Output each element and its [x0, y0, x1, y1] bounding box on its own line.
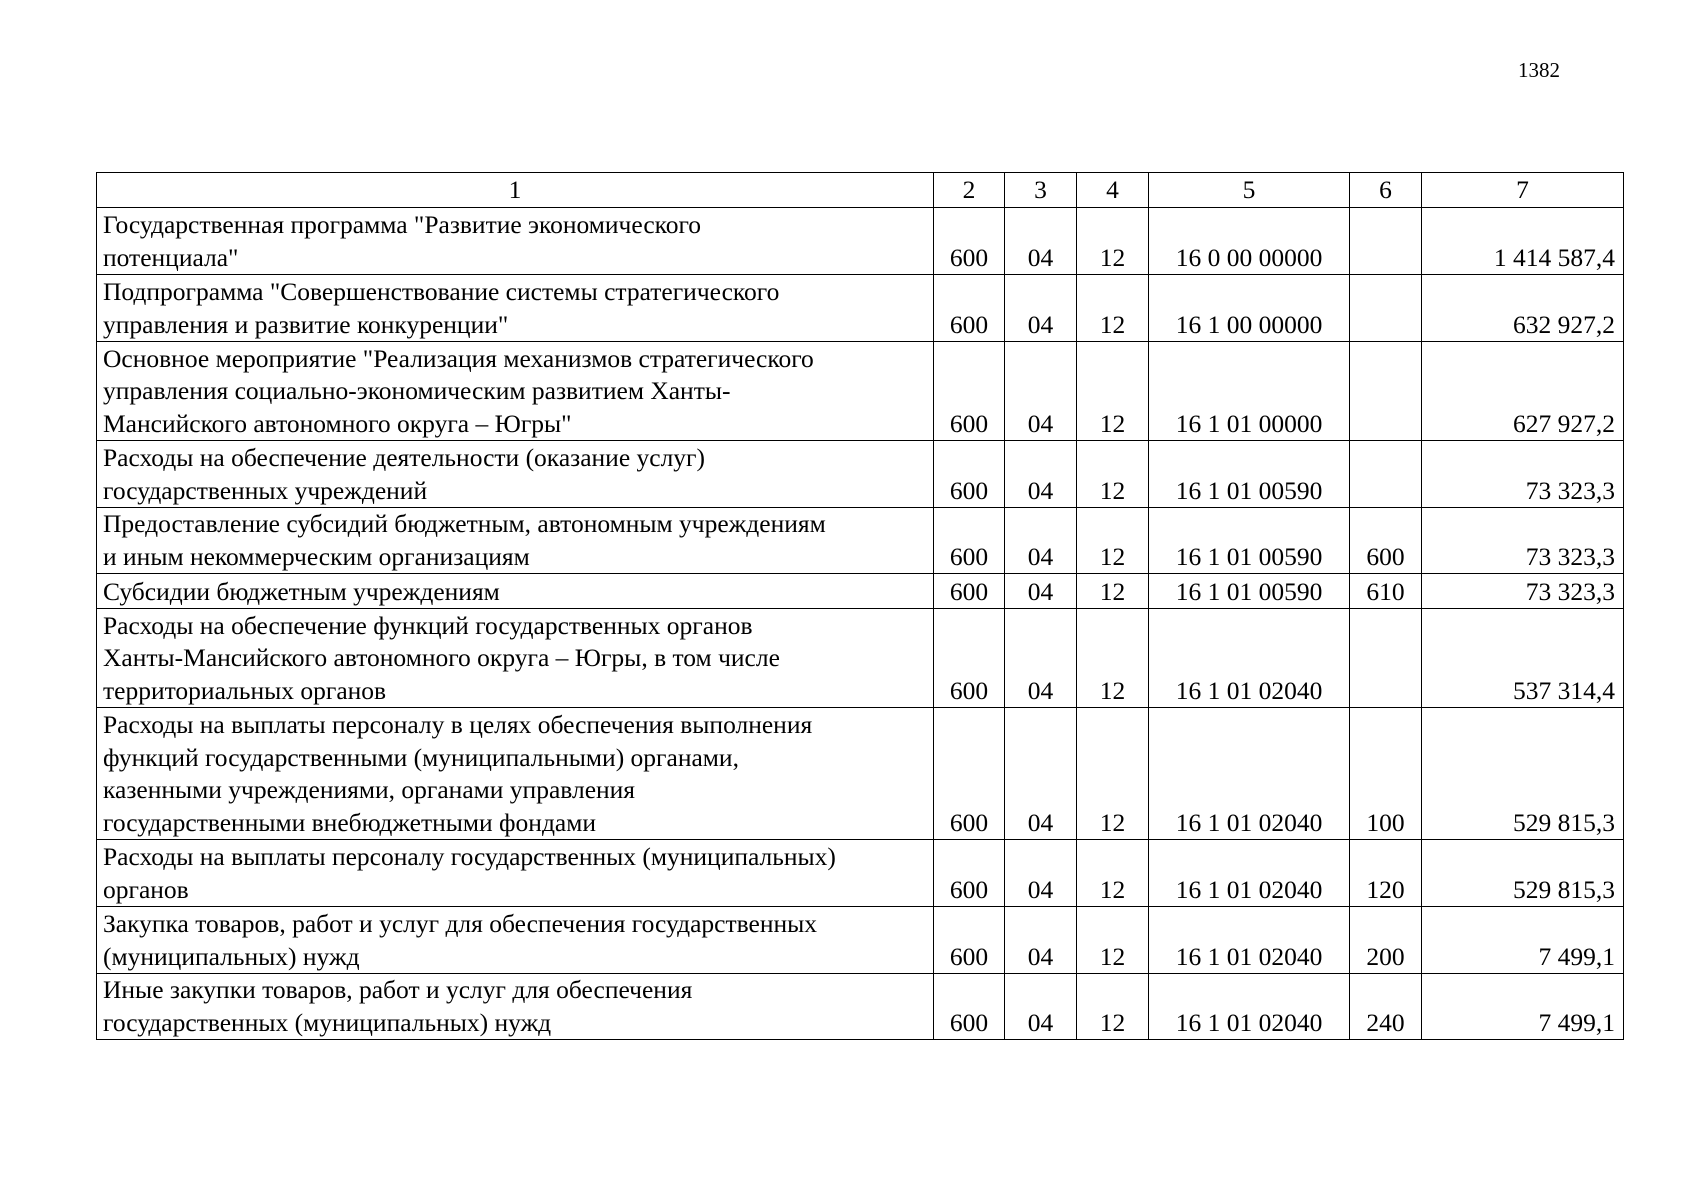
- table-row: [97, 708, 1624, 840]
- code-admin: 600: [934, 840, 1005, 907]
- code-admin: 600: [934, 342, 1005, 441]
- code-target: 16 1 01 00000: [1149, 342, 1350, 441]
- code-target: 16 1 01 02040: [1149, 974, 1350, 1040]
- code-section: 04: [1005, 208, 1077, 275]
- code-expense-type: [1350, 609, 1422, 708]
- code-subsection: 12: [1077, 907, 1149, 974]
- amount: 632 927,2: [1422, 275, 1624, 342]
- code-target: 16 1 01 02040: [1149, 609, 1350, 708]
- header-cell: 2: [934, 173, 1005, 208]
- amount: 529 815,3: [1422, 840, 1624, 907]
- amount: 73 323,3: [1422, 441, 1624, 508]
- amount: 627 927,2: [1422, 342, 1624, 441]
- row-name: Подпрограмма "Совершенствование системы стратегического управления и развитие конкуренции": [97, 275, 934, 342]
- header-cell: 7: [1422, 173, 1624, 208]
- code-subsection: 12: [1077, 342, 1149, 441]
- row-name: Иные закупки товаров, работ и услуг для обеспечения государственных (муниципальных) нужд: [97, 974, 934, 1040]
- table-row: [97, 574, 1624, 609]
- code-section: 04: [1005, 907, 1077, 974]
- code-admin: 600: [934, 441, 1005, 508]
- row-name: Предоставление субсидий бюджетным, автономным учреждениям и иным некоммерческим организациям: [97, 508, 934, 574]
- code-expense-type: 600: [1350, 508, 1422, 574]
- code-section: 04: [1005, 974, 1077, 1040]
- row-name: Расходы на обеспечение деятельности (оказание услуг) государственных учреждений: [97, 441, 934, 508]
- code-subsection: 12: [1077, 708, 1149, 840]
- code-target: 16 0 00 00000: [1149, 208, 1350, 275]
- header-cell: 6: [1350, 173, 1422, 208]
- code-target: 16 1 01 00590: [1149, 508, 1350, 574]
- amount: 73 323,3: [1422, 574, 1624, 609]
- code-subsection: 12: [1077, 609, 1149, 708]
- code-target: 16 1 01 02040: [1149, 907, 1350, 974]
- budget-table: [96, 172, 1624, 1040]
- code-expense-type: [1350, 208, 1422, 275]
- table-header-row: [97, 173, 1624, 208]
- row-name: Государственная программа "Развитие экономического потенциала": [97, 208, 934, 275]
- code-expense-type: [1350, 275, 1422, 342]
- row-name: Основное мероприятие "Реализация механизмов стратегического управления социально-экономическим развитием Ханты- Мансийского автономного округа – Югры": [97, 342, 934, 441]
- code-section: 04: [1005, 275, 1077, 342]
- table-row: [97, 208, 1624, 275]
- code-subsection: 12: [1077, 508, 1149, 574]
- row-name: Расходы на выплаты персоналу в целях обеспечения выполнения функций государственными (муниципальными) органами, казенными учреждениями, органами управления государственными внебюджетными фондами: [97, 708, 934, 840]
- amount: 1 414 587,4: [1422, 208, 1624, 275]
- row-name: Расходы на обеспечение функций государственных органов Ханты-Мансийского автономного округа – Югры, в том числе территориальных органов: [97, 609, 934, 708]
- amount: 7 499,1: [1422, 907, 1624, 974]
- header-cell: 4: [1077, 173, 1149, 208]
- header-cell: 1: [97, 173, 934, 208]
- code-section: 04: [1005, 508, 1077, 574]
- code-admin: 600: [934, 508, 1005, 574]
- code-admin: 600: [934, 574, 1005, 609]
- code-subsection: 12: [1077, 441, 1149, 508]
- table-row: [97, 342, 1624, 441]
- code-subsection: 12: [1077, 208, 1149, 275]
- amount: 73 323,3: [1422, 508, 1624, 574]
- header-cell: 5: [1149, 173, 1350, 208]
- table-row: [97, 840, 1624, 907]
- row-name: Расходы на выплаты персоналу государственных (муниципальных) органов: [97, 840, 934, 907]
- code-target: 16 1 01 00590: [1149, 441, 1350, 508]
- code-admin: 600: [934, 708, 1005, 840]
- row-name: Субсидии бюджетным учреждениям: [97, 574, 934, 609]
- code-target: 16 1 00 00000: [1149, 275, 1350, 342]
- code-expense-type: 120: [1350, 840, 1422, 907]
- code-subsection: 12: [1077, 974, 1149, 1040]
- code-section: 04: [1005, 342, 1077, 441]
- code-section: 04: [1005, 441, 1077, 508]
- code-expense-type: 100: [1350, 708, 1422, 840]
- row-name: Закупка товаров, работ и услуг для обеспечения государственных (муниципальных) нужд: [97, 907, 934, 974]
- code-subsection: 12: [1077, 840, 1149, 907]
- table-row: [97, 907, 1624, 974]
- code-subsection: 12: [1077, 574, 1149, 609]
- code-expense-type: 200: [1350, 907, 1422, 974]
- page-number: 1382: [1518, 58, 1560, 82]
- header-cell: 3: [1005, 173, 1077, 208]
- table-row: [97, 275, 1624, 342]
- code-expense-type: [1350, 342, 1422, 441]
- amount: 7 499,1: [1422, 974, 1624, 1040]
- code-admin: 600: [934, 609, 1005, 708]
- code-section: 04: [1005, 574, 1077, 609]
- code-admin: 600: [934, 208, 1005, 275]
- code-section: 04: [1005, 609, 1077, 708]
- table-row: [97, 441, 1624, 508]
- amount: 529 815,3: [1422, 708, 1624, 840]
- code-section: 04: [1005, 840, 1077, 907]
- code-expense-type: 240: [1350, 974, 1422, 1040]
- amount: 537 314,4: [1422, 609, 1624, 708]
- code-section: 04: [1005, 708, 1077, 840]
- table-row: [97, 609, 1624, 708]
- table-row: [97, 508, 1624, 574]
- code-admin: 600: [934, 974, 1005, 1040]
- code-target: 16 1 01 00590: [1149, 574, 1350, 609]
- code-expense-type: 610: [1350, 574, 1422, 609]
- table-row: [97, 974, 1624, 1040]
- code-expense-type: [1350, 441, 1422, 508]
- code-subsection: 12: [1077, 275, 1149, 342]
- code-target: 16 1 01 02040: [1149, 708, 1350, 840]
- code-admin: 600: [934, 275, 1005, 342]
- code-target: 16 1 01 02040: [1149, 840, 1350, 907]
- code-admin: 600: [934, 907, 1005, 974]
